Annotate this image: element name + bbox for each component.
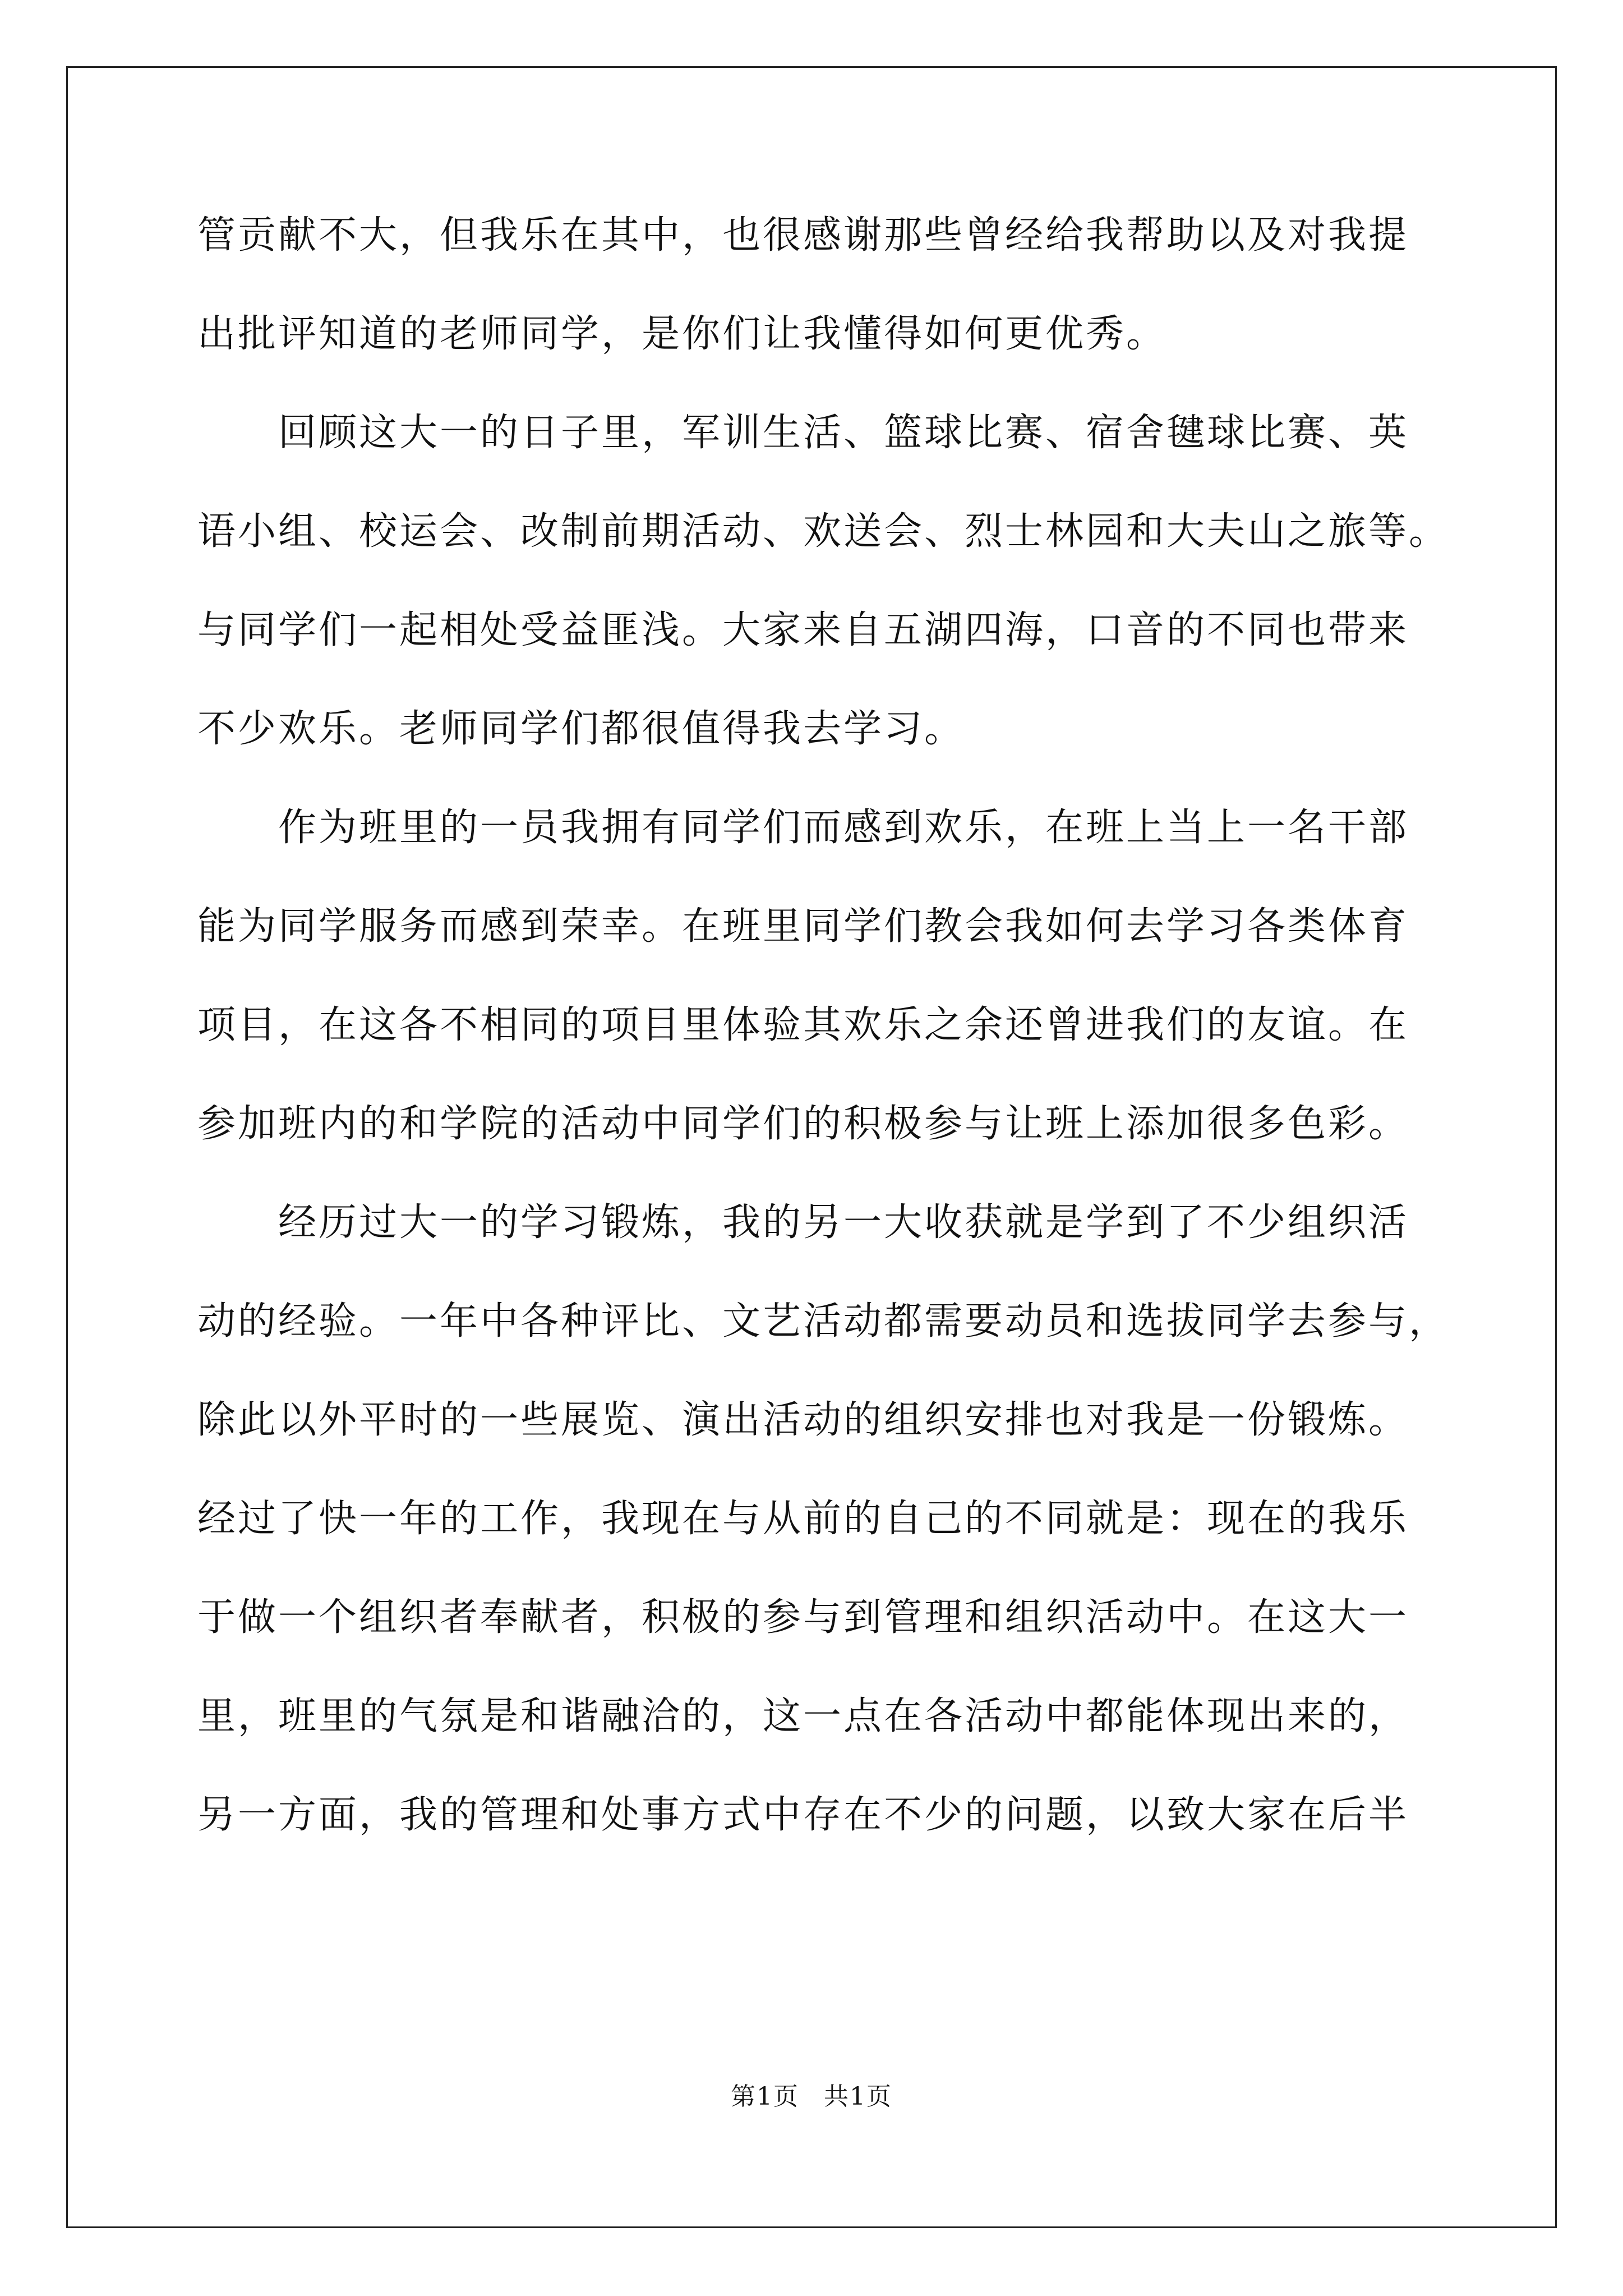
paragraph-start-line: 回顾这大一的日子里，军训生活、篮球比赛、宿舍毽球比赛、英 [278,411,1409,455]
text-line: 项目，在这各不相同的项目里体验其欢乐之余还曾进我们的友谊。在 [197,1003,1409,1047]
text-line: 里，班里的气氛是和谐融洽的，这一点在各活动中都能体现出来的， [197,1694,1409,1738]
text-line: 于做一个组织者奉献者，积极的参与到管理和组织活动中。在这大一 [197,1595,1409,1640]
text-line: 能为同学服务而感到荣幸。在班里同学们教会我如何去学习各类体育 [197,904,1409,949]
page-footer [0,2080,1623,2114]
text-line: 除此以外平时的一些展览、演出活动的组织安排也对我是一份锻炼。 [197,1398,1409,1442]
page-number-current: 第1页 [731,2082,799,2111]
paragraph-start-line: 作为班里的一员我拥有同学们而感到欢乐，在班上当上一名干部 [278,806,1409,850]
text-line: 与同学们一起相处受益匪浅。大家来自五湖四海，口音的不同也带来 [197,608,1409,652]
page-number-total: 共1页 [824,2082,892,2111]
paragraph-start-line: 经历过大一的学习锻炼，我的另一大收获就是学到了不少组织活 [278,1200,1409,1245]
text-line: 不少欢乐。老师同学们都很值得我去学习。 [197,707,965,751]
text-line: 出批评知道的老师同学，是你们让我懂得如何更优秀。 [197,312,1167,356]
text-line: 经过了快一年的工作，我现在与从前的自己的不同就是：现在的我乐 [197,1497,1409,1541]
text-line: 另一方面，我的管理和处事方式中存在不少的问题，以致大家在后半 [197,1793,1409,1837]
text-line: 动的经验。一年中各种评比、文艺活动都需要动员和选拔同学去参与， [197,1299,1450,1343]
text-line: 语小组、校运会、改制前期活动、欢送会、烈士林园和大夫山之旅等。 [197,509,1450,554]
text-line: 参加班内的和学院的活动中同学们的积极参与让班上添加很多色彩。 [197,1102,1409,1146]
text-line: 管贡献不大，但我乐在其中，也很感谢那些曾经给我帮助以及对我提 [197,213,1409,257]
